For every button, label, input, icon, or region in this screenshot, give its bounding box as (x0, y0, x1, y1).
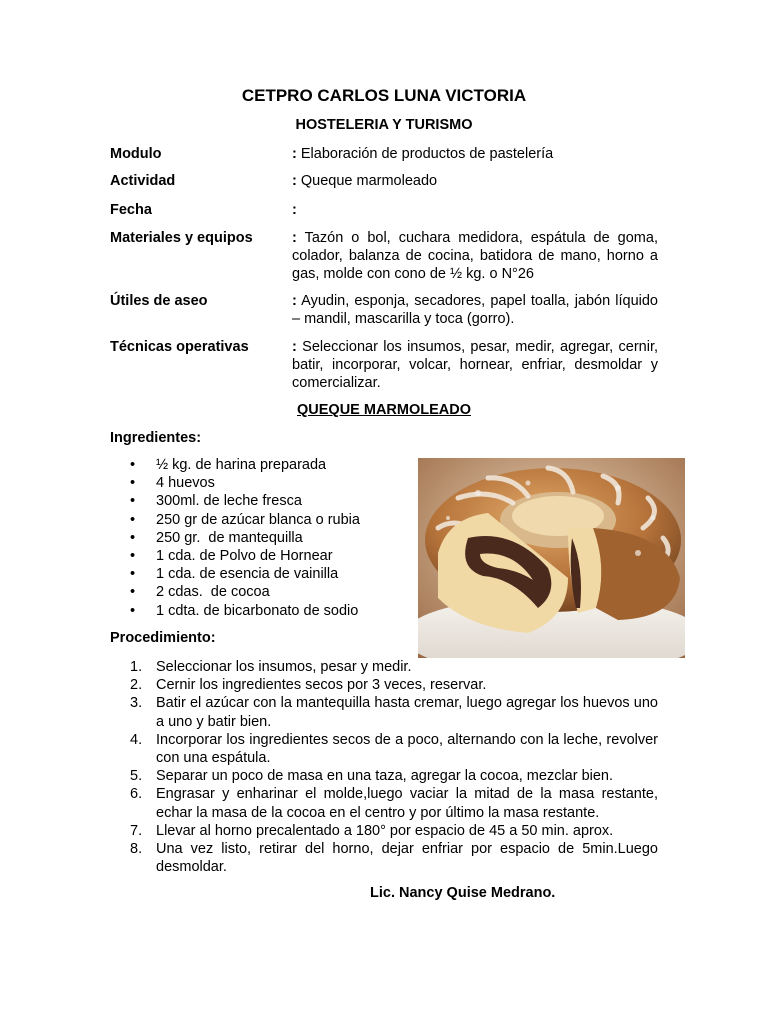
signature: Lic. Nancy Quise Medrano. (370, 885, 556, 901)
procedure-step: 2. Cernir los ingredientes secos por 3 veces, reservar. (130, 677, 487, 694)
colon: : (292, 146, 297, 162)
info-value-text: Seleccionar los insumos, pesar, medir, agregar, cernir, batir, incorporar, volcar, hornear, enfriar, desmoldar y comercializar. (292, 339, 659, 391)
ingredients-heading: Ingredientes: (110, 430, 202, 446)
step-text: Engrasar y enharinar el molde,luego vaciar la mitad de la masa restante, echar la masa de la cocoa en el centro y por último la masa restante. (156, 786, 658, 821)
ingredient-item: • 4 huevos (130, 474, 360, 492)
ingredient-item: • 1 cdta. de bicarbonato de sodio (130, 602, 360, 620)
info-label: Técnicas operativas (110, 339, 249, 355)
info-label: Útiles de aseo (110, 293, 208, 309)
info-value (292, 145, 658, 163)
step-text: Llevar al horno precalentado a 180° por espacio de 45 a 50 min. aprox. (156, 822, 614, 839)
procedure-step: 5. Separar un poco de masa en una taza, agregar la cocoa, mezclar bien. (130, 768, 614, 785)
info-label: Fecha (110, 202, 152, 218)
procedure-step: 4. Incorporar los ingredientes secos de a poco, alternando con la leche, revolver con una espátula. (130, 731, 658, 767)
marble-cake-illustration (418, 458, 685, 658)
info-value-text: Ayudin, esponja, secadores, papel toalla, jabón líquido – mandil, mascarilla y toca (gorro). (292, 293, 658, 327)
recipe-title: QUEQUE MARMOLEADO (297, 402, 471, 418)
procedure-step: 8. Una vez listo, retirar del horno, dejar enfriar por espacio de 5min.Luego desmoldar. (130, 841, 658, 876)
info-value-text: Queque marmoleado (300, 173, 438, 189)
ingredients-list (130, 456, 360, 620)
step-text: Seleccionar los insumos, pesar y medir. (156, 659, 412, 675)
ingredient-item: • 300ml. de leche fresca (130, 492, 360, 510)
ingredient-item: • 1 cda. de Polvo de Hornear (130, 547, 360, 565)
marble-cake-photo (418, 458, 685, 658)
ingredient-item: • 2 cdas. de cocoa (130, 583, 360, 601)
info-value (292, 172, 658, 190)
info-label: Materiales y equipos (110, 230, 253, 246)
procedure-heading: Procedimiento: (110, 630, 216, 646)
step-text: Cernir los ingredientes secos por 3 veces, reservar. (156, 677, 487, 694)
colon: : (292, 230, 297, 246)
procedure-step: 3. Batir el azúcar con la mantequilla hasta cremar, luego agregar los huevos uno a uno y batir bien. (130, 695, 658, 730)
colon: : (292, 173, 297, 189)
colon: : (292, 293, 297, 309)
procedure-step: 1. Seleccionar los insumos, pesar y medir. (130, 659, 412, 675)
ingredient-item: • 250 gr. de mantequilla (130, 529, 360, 547)
procedure-step: 7. Llevar al horno precalentado a 180° por espacio de 45 a 50 min. aprox. (130, 822, 614, 839)
ingredient-item: • 250 gr de azúcar blanca o rubia (130, 511, 360, 529)
procedure-step: 6. Engrasar y enharinar el molde,luego vaciar la mitad de la masa restante, echar la masa de la cocoa en el centro y por último la masa restante. (130, 786, 658, 821)
step-text: Batir el azúcar con la mantequilla hasta cremar, luego agregar los huevos uno a uno y batir bien. (156, 695, 658, 730)
ingredient-item: • 1 cda. de esencia de vainilla (130, 565, 360, 583)
info-label: Actividad (110, 173, 176, 189)
step-text: Una vez listo, retirar del horno, dejar enfriar por espacio de 5min.Luego desmoldar. (156, 841, 658, 876)
info-label: Modulo (110, 146, 162, 162)
info-value (292, 229, 658, 283)
info-value (292, 338, 658, 392)
procedure-list (130, 658, 658, 876)
step-text: Separar un poco de masa en una taza, agregar la cocoa, mezclar bien. (156, 768, 614, 785)
info-value (292, 201, 658, 219)
document-subtitle: HOSTELERIA Y TURISMO (295, 117, 473, 133)
step-text: Incorporar los ingredientes secos de a poco, alternando con la leche, revolver con una espátula. (156, 731, 658, 767)
info-value (292, 292, 658, 328)
info-value-text: Elaboración de productos de pastelería (300, 146, 554, 162)
ingredient-item: • ½ kg. de harina preparada (130, 456, 360, 474)
colon: : (292, 339, 297, 355)
document-title: CETPRO CARLOS LUNA VICTORIA (241, 86, 527, 105)
info-value-text: Tazón o bol, cuchara medidora, espátula de goma, colador, balanza de cocina, batidora de mano, horno a gas, molde con cono de ½ kg. o N°26 (292, 230, 658, 282)
colon: : (292, 202, 297, 218)
